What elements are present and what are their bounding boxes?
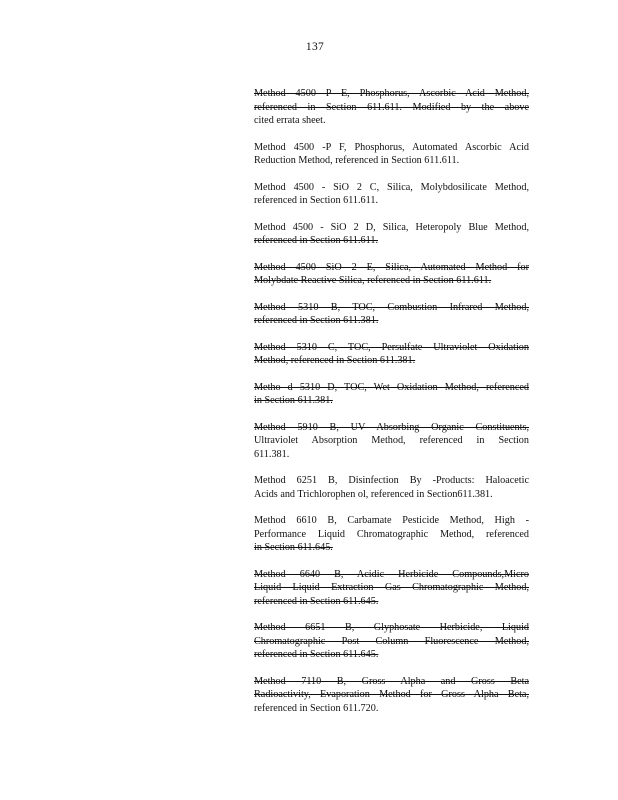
entry-line: referenced in Section 611.720. bbox=[254, 702, 379, 714]
entry-line: Radioactivity, Evaporation Method for Gross Alpha Beta, bbox=[254, 689, 529, 700]
entry-line: Liquid Liquid Extraction Gas Chromatographic Method, bbox=[254, 582, 529, 593]
entry-line: Method 4500 - SiO 2 D, Silica, Heteropoly Blue Method, bbox=[254, 221, 529, 233]
entry-line: Method 7110 B, Gross Alpha and Gross Beta bbox=[254, 675, 529, 687]
entry-line: referenced in Section 611.611. bbox=[254, 235, 378, 246]
entry-line: Metho d 5310 D, TOC, Wet Oxidation Method, referenced bbox=[254, 381, 529, 393]
entry-line: Method 5310 B, TOC, Combustion Infrared Method, bbox=[254, 301, 529, 313]
entry-line: Method 5910 B, UV Absorbing Organic Constituents, bbox=[254, 421, 529, 433]
method-entry bbox=[254, 621, 529, 662]
entry-line: Method 4500 SiO 2 E, Silica, Automated Method for bbox=[254, 261, 529, 273]
method-entry bbox=[254, 421, 529, 462]
entry-line: Method 4500 -P F, Phosphorus, Automated Ascorbic Acid bbox=[254, 141, 529, 153]
entry-line: Reduction Method, referenced in Section 611.611. bbox=[254, 155, 460, 166]
method-entry bbox=[254, 87, 529, 128]
entry-line: Method 4500 P E, Phosphorus, Ascorbic Acid Method, bbox=[254, 88, 529, 99]
entry-line: referenced in Section 611.645. bbox=[254, 595, 379, 607]
entry-line: Method, referenced in Section 611.381. bbox=[254, 355, 416, 366]
entry-line: referenced in Section 611.645. bbox=[254, 649, 379, 660]
entry-line: Performance Liquid Chromatographic Method, referenced bbox=[254, 528, 529, 540]
entry-line: Method 6610 B, Carbamate Pesticide Method, High - bbox=[254, 515, 529, 526]
entry-line: Ultraviolet Absorption Method, referenced in Section bbox=[254, 435, 529, 446]
entry-line: in Section 611.645. bbox=[254, 542, 333, 553]
method-entry bbox=[254, 675, 529, 716]
entry-line: in Section 611.381. bbox=[254, 395, 333, 406]
method-entry bbox=[254, 181, 529, 208]
method-list bbox=[254, 87, 529, 728]
entry-line: Method 6251 B, Disinfection By -Products: Haloacetic bbox=[254, 475, 529, 486]
method-entry bbox=[254, 474, 529, 501]
entry-line: referenced in Section 611.611. bbox=[254, 195, 378, 206]
entry-line: Method 4500 - SiO 2 C, Silica, Molybdosilicate Method, bbox=[254, 181, 529, 193]
entry-line: Method 6640 B, Acidic Herbicide Compounds,Micro bbox=[254, 568, 529, 580]
method-entry bbox=[254, 261, 529, 288]
method-entry bbox=[254, 341, 529, 368]
entry-line: referenced in Section 611.381. bbox=[254, 315, 379, 326]
method-entry bbox=[254, 381, 529, 408]
entry-line: referenced in Section 611.611. Modified by the above bbox=[254, 101, 529, 113]
entry-line: Molybdate Reactive Silica, referenced in Section 611.611. bbox=[254, 275, 492, 286]
entry-line: Method 6651 B, Glyphosate Herbicide, Liquid bbox=[254, 622, 529, 633]
method-entry bbox=[254, 141, 529, 168]
page-number: 137 bbox=[305, 41, 325, 53]
entry-line: Acids and Trichlorophen ol, referenced in Section611.381. bbox=[254, 488, 493, 500]
entry-line: Chromatographic Post Column Fluorescence Method, bbox=[254, 635, 529, 647]
entry-line: Method 5310 C, TOC, Persulfate Ultraviolet Oxidation bbox=[254, 341, 529, 353]
entry-line: cited errata sheet. bbox=[254, 115, 326, 126]
entry-line: 611.381. bbox=[254, 448, 290, 460]
method-entry bbox=[254, 514, 529, 555]
method-entry bbox=[254, 221, 529, 248]
method-entry bbox=[254, 301, 529, 328]
method-entry bbox=[254, 568, 529, 609]
